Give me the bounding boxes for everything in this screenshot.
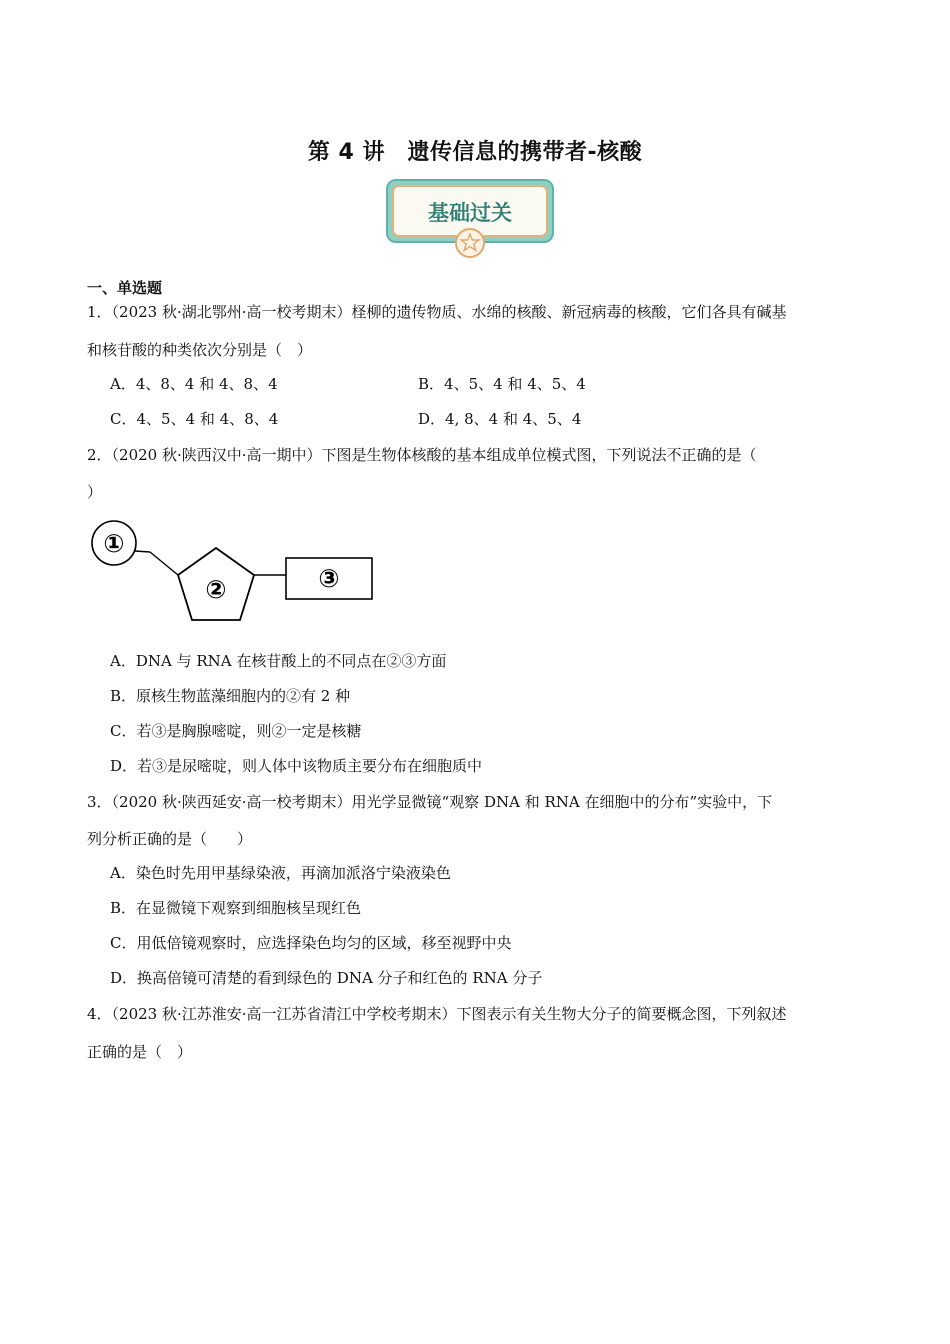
question-1-stem: 1．（2023 秋·湖北鄂州·高一校考期末）柽柳的遗传物质、水绵的核酸、新冠病毒的核酸，它们各具有碱基: [87, 303, 787, 321]
question-2-option-d[interactable]: D．若③是尿嘧啶，则人体中该物质主要分布在细胞质中: [110, 757, 483, 775]
diagram-label-2: ②: [205, 575, 227, 604]
question-3-option-c[interactable]: C．用低倍镜观察时，应选择染色均匀的区域，移至视野中央: [110, 934, 512, 952]
question-1-option-b[interactable]: B．4、5、4 和 4、5、4: [418, 375, 586, 393]
section-badge: [385, 178, 555, 260]
question-1-option-d[interactable]: D．4, 8、4 和 4、5、4: [418, 410, 582, 428]
question-4-stem-cont: 正确的是（ ）: [87, 1043, 193, 1061]
question-1-stem-cont: 和核苷酸的种类依次分别是（ ）: [87, 341, 313, 359]
question-1-option-c[interactable]: C．4、5、4 和 4、8、4: [110, 410, 279, 428]
question-1-option-a[interactable]: A．4、8、4 和 4、8、4: [110, 375, 278, 393]
diagram-label-1: ①: [103, 529, 125, 558]
question-4-stem: 4．（2023 秋·江苏淮安·高一江苏省清江中学校考期末）下图表示有关生物大分子的简要概念图，下列叙述: [87, 1005, 787, 1023]
question-3-stem-cont: 列分析正确的是（ ）: [87, 830, 253, 848]
badge-label: 基础过关: [428, 201, 512, 225]
question-2-option-c[interactable]: C．若③是胸腺嘧啶，则②一定是核糖: [110, 722, 362, 740]
question-2-stem-cont: ）: [87, 483, 103, 501]
phosphate-bond: [135, 551, 150, 552]
page-title: 第 4 讲 遗传信息的携带者-核酸: [307, 140, 643, 165]
question-2-option-b[interactable]: B．原核生物蓝藻细胞内的②有 2 种: [110, 687, 351, 705]
question-2-stem: 2．（2020 秋·陕西汉中·高一期中）下图是生物体核酸的基本组成单位模式图，下列说法不正确的是（: [87, 446, 757, 464]
nucleotide-diagram: [88, 516, 378, 626]
diagram-label-3: ③: [318, 564, 340, 593]
question-3-option-d[interactable]: D．换高倍镜可清楚的看到绿色的 DNA 分子和红色的 RNA 分子: [110, 969, 543, 987]
question-3-stem: 3．（2020 秋·陕西延安·高一校考期末）用光学显微镜“观察 DNA 和 RNA 在细胞中的分布”实验中，下: [87, 793, 773, 811]
question-2-option-a[interactable]: A．DNA 与 RNA 在核苷酸上的不同点在②③方面: [110, 652, 447, 670]
section-heading: 一、单选题: [87, 279, 163, 297]
question-3-option-a[interactable]: A．染色时先用甲基绿染液，再滴加派洛宁染液染色: [110, 864, 451, 882]
phosphate-bond-2: [150, 552, 178, 575]
question-3-option-b[interactable]: B．在显微镜下观察到细胞核呈现红色: [110, 899, 362, 917]
